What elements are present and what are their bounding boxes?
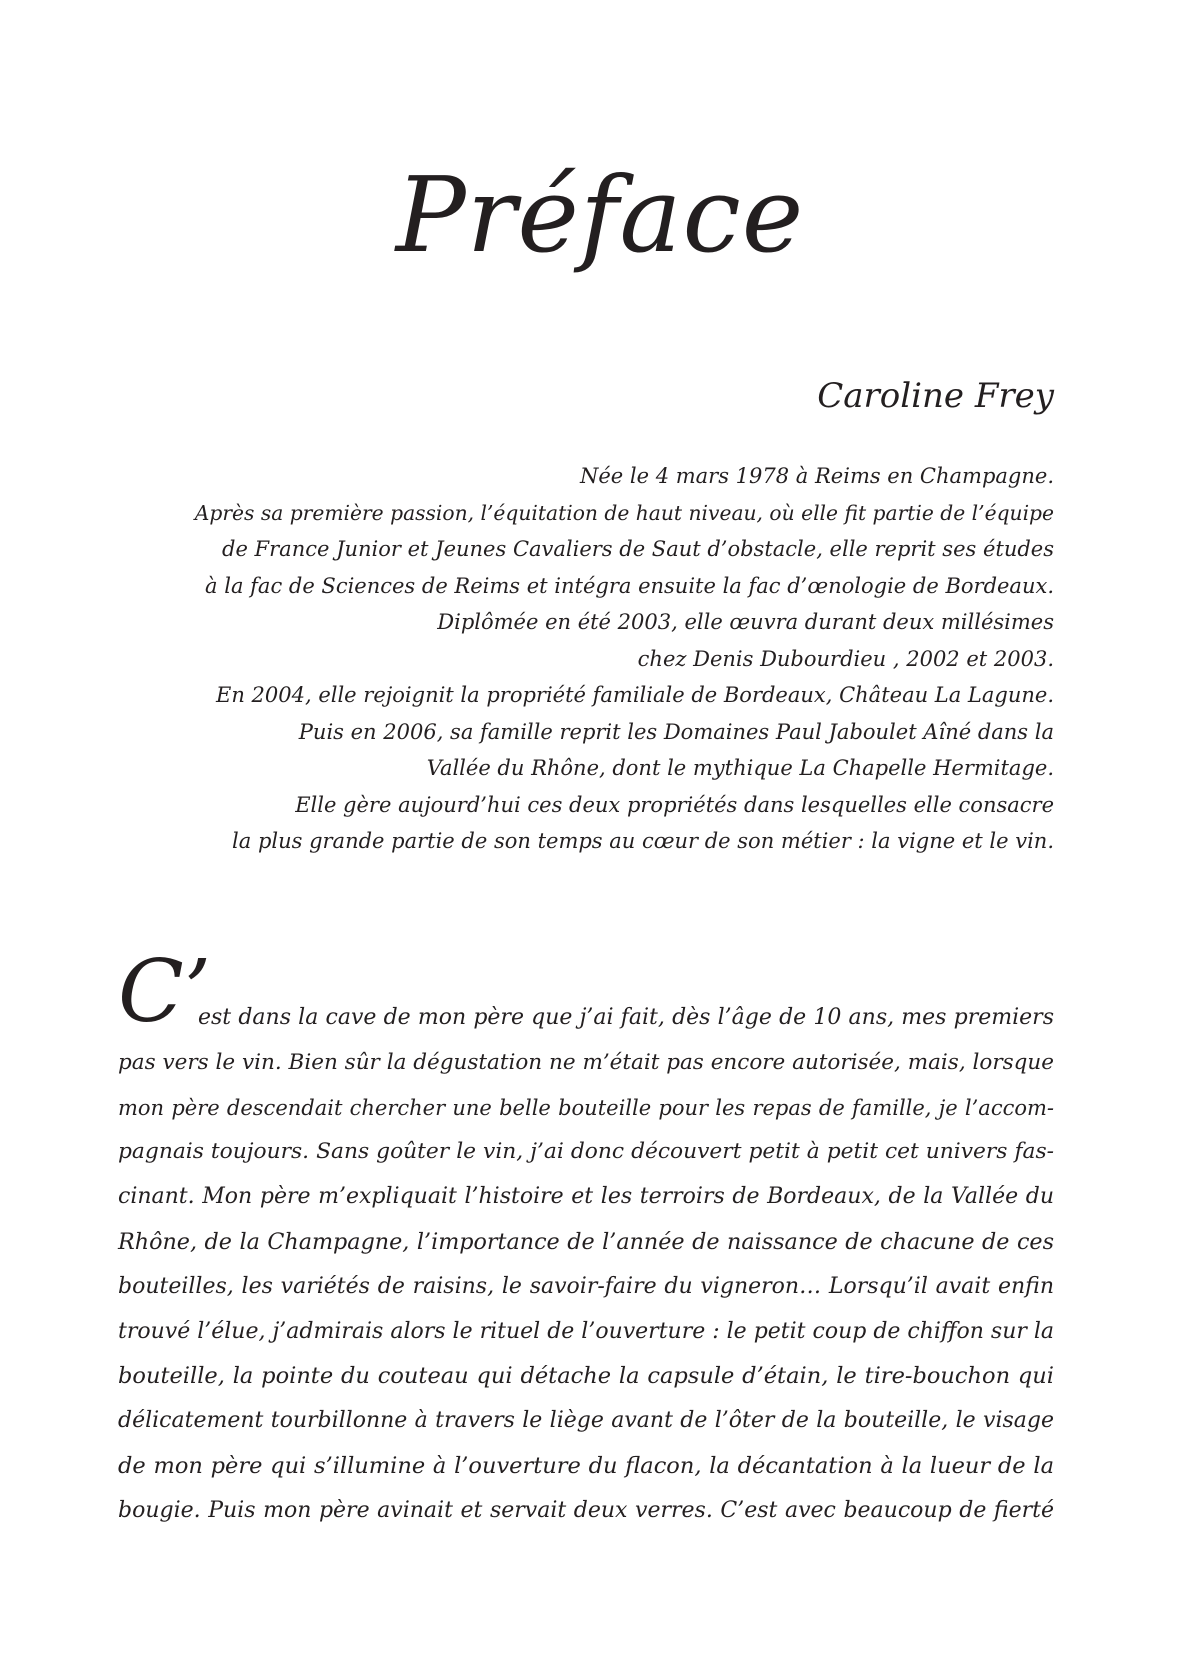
bio-line: Vallée du Rhône, dont le mythique La Chapelle Hermitage. (426, 756, 1054, 780)
bio-line: Puis en 2006, sa famille reprit les Domaines Paul Jaboulet Aîné dans la (298, 719, 1054, 744)
body-line: bougie. Puis mon père avinait et servait deux verres. C’est avec beaucoup de fierté (118, 1497, 1054, 1523)
bio-line: Diplômée en été 2003, elle œuvra durant deux millésimes (437, 610, 1054, 634)
bio-line: Après sa première passion, l’équitation de haut niveau, où elle fit partie de l’équipe (194, 500, 1054, 525)
body-line: bouteille, la pointe du couteau qui détache la capsule d’étain, le tire-bouchon qui (118, 1363, 1054, 1390)
body-line: de mon père qui s’illumine à l’ouverture du flacon, la décantation à la lueur de la (118, 1452, 1054, 1479)
body-line: bouteilles, les variétés de raisins, le savoir-faire du vigneron… Lorsqu’il avait enfin (118, 1273, 1054, 1299)
body-paragraph (118, 996, 1054, 1534)
body-line: trouvé l’élue, j’admirais alors le rituel de l’ouverture : le petit coup de chiffon sur la (118, 1318, 1055, 1344)
author-name: Caroline Frey (817, 376, 1054, 416)
bio-line: de France Junior et Jeunes Cavaliers de Saut d’obstacle, elle reprit ses études (222, 537, 1054, 561)
body-line: délicatement tourbillonne à travers le liège avant de l’ôter de la bouteille, le visage (118, 1408, 1054, 1434)
bio-line: En 2004, elle rejoignit la propriété familiale de Bordeaux, Château La Lagune. (216, 683, 1054, 707)
page-title: Préface (395, 154, 805, 276)
bio-line: à la fac de Sciences de Reims et intégra ensuite la fac d’œnologie de Bordeaux. (205, 573, 1054, 598)
drop-cap: C’ (118, 942, 212, 1042)
bio-line: Elle gère aujourd’hui ces deux propriétés dans lesquelles elle consacre (295, 792, 1054, 817)
body-line: mon père descendait chercher une belle bouteille pour les repas de famille, je l’accom- (118, 1095, 1054, 1120)
body-line: Rhône, de la Champagne, l’importance de l’année de naissance de chacune de ces (118, 1228, 1054, 1255)
bio-line: chez Denis Dubourdieu , 2002 et 2003. (637, 646, 1054, 671)
body-line: est dans la cave de mon père que j’ai fait, dès l’âge de 10 ans, mes premiers (198, 1005, 1054, 1030)
bio-line: Née le 4 mars 1978 à Reims en Champagne. (579, 464, 1054, 488)
author-bio (194, 458, 1054, 860)
body-line: cinant. Mon père m’expliquait l’histoire et les terroirs de Bordeaux, de la Vallée du (118, 1184, 1054, 1210)
body-line: pas vers le vin. Bien sûr la dégustation ne m’était pas encore autorisée, mais, lorsque (118, 1049, 1054, 1075)
bio-line: la plus grande partie de son temps au cœur de son métier : la vigne et le vin. (232, 829, 1054, 853)
body-line: pagnais toujours. Sans goûter le vin, j’ai donc découvert petit à petit cet univers fas- (118, 1139, 1054, 1165)
